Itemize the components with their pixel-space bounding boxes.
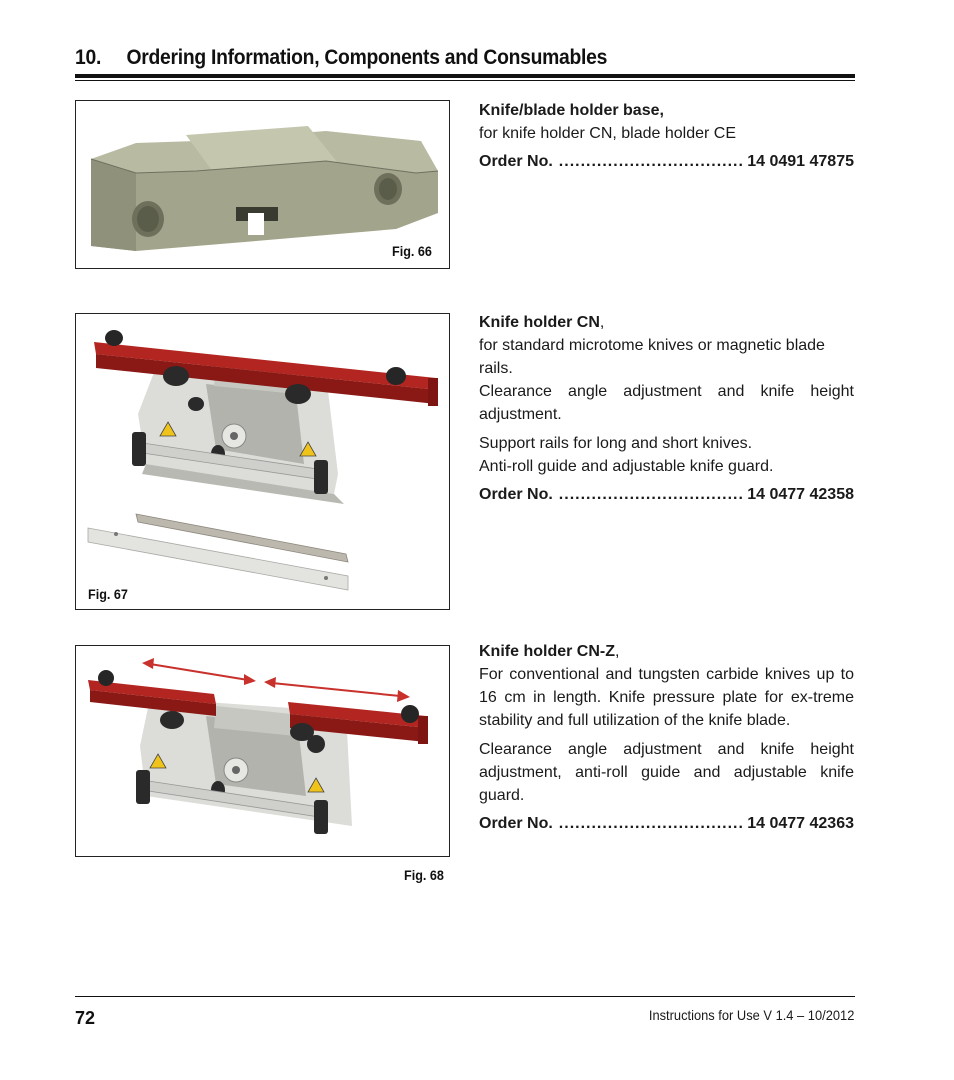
figure-caption: Fig. 66	[392, 243, 432, 259]
order-line	[479, 150, 854, 173]
page-number: 72	[75, 1008, 96, 1028]
product-feature: Anti-roll guide and adjustable knife guard.	[479, 458, 774, 475]
chapter-number: 10.	[75, 46, 102, 69]
figure-67-frame	[75, 313, 450, 610]
product-title: Knife holder CN	[479, 314, 600, 331]
order-label: Order No.	[479, 815, 553, 832]
leader-dots	[559, 483, 744, 506]
knife-holder-cn-z-image	[76, 646, 449, 856]
item-knife-blade-holder-base	[479, 99, 854, 173]
order-line	[479, 812, 854, 835]
order-label: Order No.	[479, 153, 553, 170]
order-number: 14 0491 47875	[747, 153, 854, 170]
product-feature: Support rails for long and short knives.	[479, 435, 753, 452]
order-number: 14 0477 42358	[747, 486, 854, 503]
header-rule-thick	[75, 74, 855, 78]
product-description: for knife holder CN, blade holder CE	[479, 125, 737, 142]
figure-66-frame	[75, 100, 450, 269]
product-feature: Clearance angle adjustment and knife height adjustment.	[479, 383, 854, 423]
product-feature: Clearance angle adjustment and knife height adjustment, anti-roll guide and adjustable knife guard.	[479, 741, 854, 804]
chapter-title-text: Ordering Information, Components and Consumables	[126, 46, 608, 69]
header-rule-thin	[75, 80, 855, 81]
knife-holder-cn-image	[76, 314, 449, 609]
title-suffix: ,	[599, 314, 605, 331]
product-description: for standard microtome knives or magnetic blade rails.	[479, 337, 825, 377]
order-line	[479, 483, 854, 506]
title-suffix: ,	[615, 643, 620, 660]
product-title: Knife/blade holder base,	[479, 102, 664, 119]
item-knife-holder-cn-z	[479, 640, 854, 835]
footer-rule	[75, 996, 855, 997]
figure-caption: Fig. 67	[88, 586, 128, 602]
item-knife-holder-cn	[479, 311, 854, 506]
product-title: Knife holder CN-Z	[479, 643, 615, 660]
leader-dots	[559, 150, 744, 173]
product-description: For conventional and tungsten carbide knives up to 16 cm in length. Knife pressure plate for ex-treme stability and full utilization of the knife blade.	[479, 666, 854, 729]
order-label: Order No.	[479, 486, 553, 503]
figure-caption: Fig. 68	[404, 867, 444, 883]
leader-dots	[559, 812, 744, 835]
document-version: Instructions for Use V 1.4 – 10/2012	[648, 1007, 854, 1023]
order-number: 14 0477 42363	[747, 815, 854, 832]
figure-68-frame	[75, 645, 450, 857]
chapter-title	[75, 46, 793, 70]
